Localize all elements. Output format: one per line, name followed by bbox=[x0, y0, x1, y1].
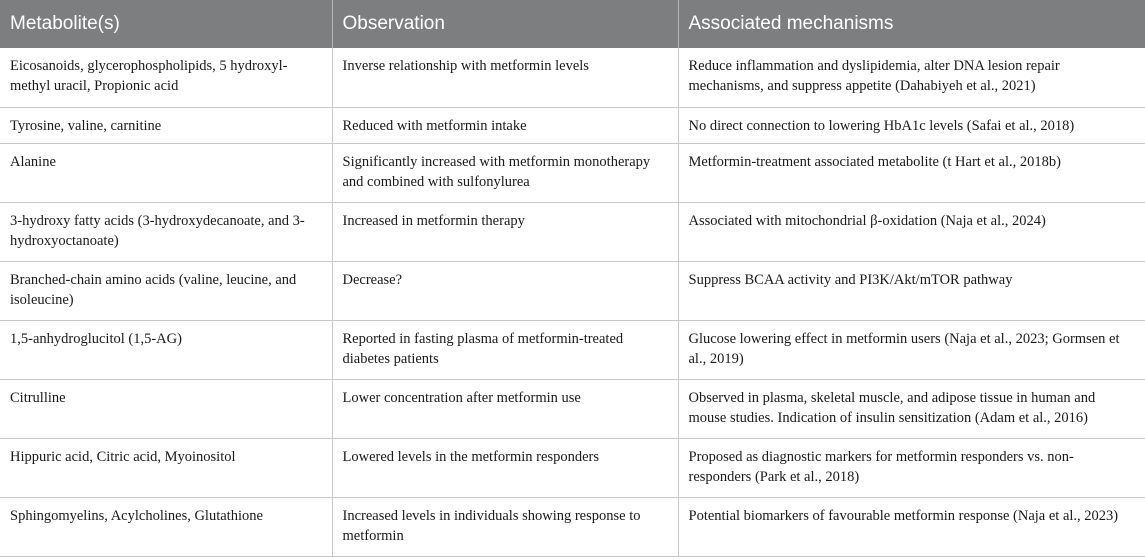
table-header bbox=[0, 0, 1145, 48]
table-row bbox=[0, 143, 1145, 202]
cell-metabolite: Tyrosine, valine, carnitine bbox=[0, 107, 332, 143]
table-row bbox=[0, 320, 1145, 379]
cell-metabolite: 3-hydroxy fatty acids (3-hydroxydecanoate, and 3-hydroxyoctanoate) bbox=[0, 202, 332, 261]
cell-mechanism: Metformin-treatment associated metabolite (t Hart et al., 2018b) bbox=[678, 143, 1145, 202]
cell-observation: Increased in metformin therapy bbox=[332, 202, 678, 261]
cell-metabolite: Alanine bbox=[0, 143, 332, 202]
table-row bbox=[0, 497, 1145, 556]
cell-mechanism: Reduce inflammation and dyslipidemia, alter DNA lesion repair mechanisms, and suppress appetite (Dahabiyeh et al., 2021) bbox=[678, 48, 1145, 107]
cell-observation: Inverse relationship with metformin levels bbox=[332, 48, 678, 107]
header-metabolites: Metabolite(s) bbox=[0, 0, 332, 48]
cell-observation: Increased levels in individuals showing response to metformin bbox=[332, 497, 678, 556]
cell-observation: Significantly increased with metformin monotherapy and combined with sulfonylurea bbox=[332, 143, 678, 202]
table-body bbox=[0, 48, 1145, 556]
header-row bbox=[0, 0, 1145, 48]
header-observation: Observation bbox=[332, 0, 678, 48]
cell-metabolite: Hippuric acid, Citric acid, Myoinositol bbox=[0, 438, 332, 497]
cell-mechanism: Potential biomarkers of favourable metformin response (Naja et al., 2023) bbox=[678, 497, 1145, 556]
cell-metabolite: Citrulline bbox=[0, 379, 332, 438]
cell-observation: Reduced with metformin intake bbox=[332, 107, 678, 143]
header-associated-mechanisms: Associated mechanisms bbox=[678, 0, 1145, 48]
cell-observation: Reported in fasting plasma of metformin-treated diabetes patients bbox=[332, 320, 678, 379]
table-row bbox=[0, 379, 1145, 438]
cell-mechanism: No direct connection to lowering HbA1c levels (Safai et al., 2018) bbox=[678, 107, 1145, 143]
cell-observation: Decrease? bbox=[332, 261, 678, 320]
table-row bbox=[0, 438, 1145, 497]
cell-mechanism: Proposed as diagnostic markers for metformin responders vs. non-responders (Park et al., 2018) bbox=[678, 438, 1145, 497]
cell-metabolite: Sphingomyelins, Acylcholines, Glutathione bbox=[0, 497, 332, 556]
cell-mechanism: Suppress BCAA activity and PI3K/Akt/mTOR pathway bbox=[678, 261, 1145, 320]
cell-mechanism: Observed in plasma, skeletal muscle, and adipose tissue in human and mouse studies. Indication of insulin sensitization (Adam et al., 2016) bbox=[678, 379, 1145, 438]
cell-observation: Lower concentration after metformin use bbox=[332, 379, 678, 438]
table-row bbox=[0, 202, 1145, 261]
cell-metabolite: Eicosanoids, glycerophospholipids, 5 hydroxyl-methyl uracil, Propionic acid bbox=[0, 48, 332, 107]
cell-observation: Lowered levels in the metformin responders bbox=[332, 438, 678, 497]
cell-mechanism: Glucose lowering effect in metformin users (Naja et al., 2023; Gormsen et al., 2019) bbox=[678, 320, 1145, 379]
table-row bbox=[0, 107, 1145, 143]
table-row bbox=[0, 261, 1145, 320]
cell-metabolite: 1,5-anhydroglucitol (1,5-AG) bbox=[0, 320, 332, 379]
table-row bbox=[0, 48, 1145, 107]
cell-mechanism: Associated with mitochondrial β-oxidation (Naja et al., 2024) bbox=[678, 202, 1145, 261]
cell-metabolite: Branched-chain amino acids (valine, leucine, and isoleucine) bbox=[0, 261, 332, 320]
